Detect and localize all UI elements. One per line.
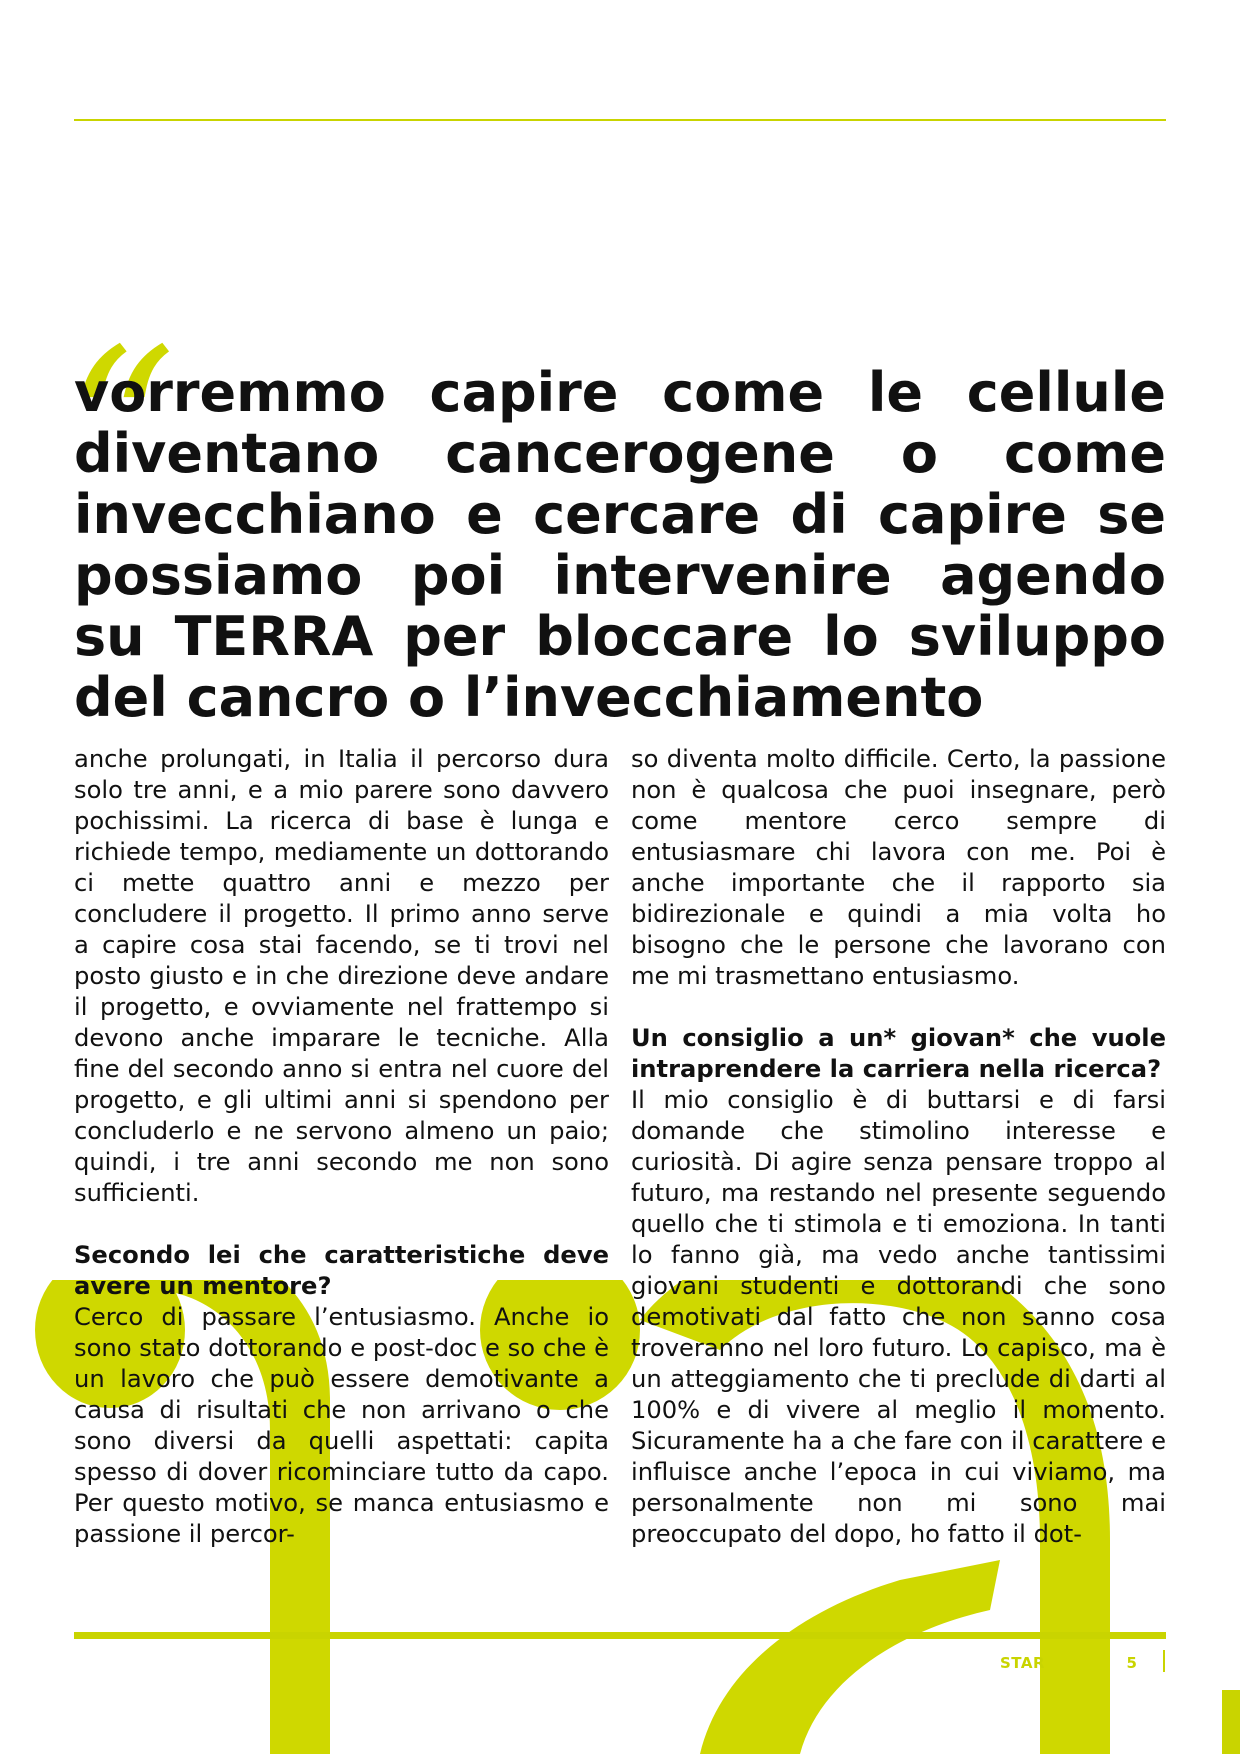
interview-question: Secondo lei che caratteristiche deve avere un mentore? (74, 1241, 609, 1300)
interview-question: Un consiglio a un* giovan* che vuole intraprendere la carriera nella ricerca? (631, 1024, 1166, 1083)
body-paragraph: anche prolungati, in Italia il percorso dura solo tre anni, e a mio parere sono davvero pochissimi. La ricerca di base è lunga e richiede tempo, mediamente un dottorando ci mette quattro anni e mezzo per concludere il progetto. Il primo anno serve a capire cosa stai facendo, se ti trovi nel posto giusto e in che direzione deve andare il progetto, e ovviamente nel frattempo si devono anche imparare le tecniche. Alla fine del secondo anno si entra nel cuore del progetto, e gli ultimi anni si spendono per concluderlo e ne servono almeno un paio; quindi, i tre anni secondo me non sono sufficienti. (74, 745, 609, 1207)
pull-quote: vorremmo capire come le cellule diventano cancerogene o come invecchiano e cercare di capire se possiamo poi intervenire agendo su TERRA per bloccare lo sviluppo del cancro o l’invecchiamento (74, 361, 1166, 729)
body-paragraph: Cerco di passare l’entusiasmo. Anche io sono stato dottorando e post-doc e so che è un lavoro che può essere demotivante a causa di risultati che non arrivano o che sono diversi da quelli aspettati: capita spesso di dover ricominciare tutto da capo. Per questo motivo, se manca entusiasmo e passione il percor- (74, 1303, 609, 1548)
footer-publication: STAR (1000, 1654, 1046, 1672)
left-column (74, 744, 609, 1550)
bottom-rule (74, 1632, 1166, 1639)
top-rule (74, 119, 1166, 121)
body-paragraph: so diventa molto difficile. Certo, la passione non è qualcosa che puoi insegnare, però come mentore cerco sempre di entusiasmare chi lavora con me. Poi è anche importante che il rapporto sia bidirezionale e quindi a mia volta ho bisogno che le persone che lavorano con me mi trasmettano entusiasmo. (631, 745, 1166, 990)
footer-label (1000, 1654, 1137, 1672)
right-column (631, 744, 1166, 1550)
page-number: 5 (1126, 1654, 1138, 1672)
corner-accent-bar (1222, 1690, 1240, 1754)
footer-separator (1163, 1650, 1165, 1672)
quote-mark-decoration: “ (64, 302, 177, 558)
body-paragraph: Il mio consiglio è di buttarsi e di farsi domande che stimolino interesse e curiosità. Di agire senza pensare troppo al futuro, ma restando nel presente seguendo quello che ti stimola e ti emoziona. In tanti lo fanno già, ma vedo anche tantissimi giovani studenti e dottorandi che sono demotivati dal fatto che non sanno cosa troveranno nel loro futuro. Lo capisco, ma è un atteggiamento che ti preclude di darti al 100% e di vivere al meglio il momento. Sicuramente ha a che fare con il carattere e influisce anche l’epoca in cui viviamo, ma personalmente non mi sono mai preoccupato del dopo, ho fatto il dot- (631, 1086, 1166, 1548)
